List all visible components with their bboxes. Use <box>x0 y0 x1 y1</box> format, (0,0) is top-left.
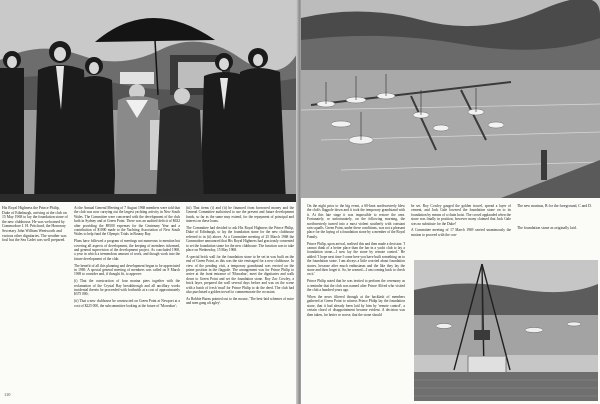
left-page <box>0 0 298 404</box>
paragraph: A Committee meeting of 17 March 1969 carried unanimously the motion to proceed with the con- <box>411 228 511 237</box>
paragraph: When the news filtered through at the backlash of members gathered at Green Point to witness Prince Philip lay the foundation stone, that it had already been laid by him by 'remote control', a certain chord of disappointment became evident. A decision was then taken, for better or worse, that the stone should <box>307 294 405 317</box>
foundation-stone-photo <box>414 260 598 401</box>
paragraph: At the Annual General Meeting of 7 August 1968 members were told that the club was now carrying out the largest yachting activity in New South Wales. The Committee were concerned with the development of the club both in Sydney and at Green Point. There was an audited deficit of $632 after providing the $9500 expenses for the Centenary Year and a contribution of $1000 made to the Yachting Association of New South Wales to help fund the Olympic Trials in Botany Bay. <box>74 206 180 237</box>
marina-caption: The new marinas, B for the foreground, C and D. <box>517 204 592 208</box>
paragraph: (i) That the construction of four marina piers together with the reclamation of the Crystal Bay breakthrough and all ancillary works incidental thereto be proceeded with forthwith at a cost of approximately $375 000; <box>74 279 180 297</box>
paragraph: A special brick wall for the foundation stone to be set in was built on the end of Green Point, as this was the site envisaged for a new clubhouse. In view of the pending visit, a temporary grandstand was erected on the prime position in the flagpole. The arrangement was for Prince Philip to arrive at the front entrance of 'Moorabar', meet the dignitaries and walk down to Green Point and set the foundation stone. Roy Zac Cowley, a brick layer, prepared the wall several days before and was on the scene with a batch of fresh 'mud' for Prince Philip to do the deed. The club had also purchased a golden trowel to commemorate the occasion. <box>186 254 294 295</box>
page-number: 110 <box>4 392 11 397</box>
paragraph: (iii) That items (i) and (ii) be financed from borrowed money and the General Committee authorised to use the present and future development funds, so far as the same may extend, for the repayment of principal and interest on these loans. <box>186 206 294 224</box>
paragraph: The Committee had decided to ask His Royal Highness the Prince Philip, Duke of Edinburgh, to lay the foundation stone for the new clubhouse referred to in (ii) above. At a Committee meeting of 25 March 1968 the Commodore announced that His Royal Highness had graciously consented to set the foundation stone for the new clubhouse. The function was to take place on Wednesday, 15 May 1968. <box>186 226 294 253</box>
paragraph: (ii) That a new clubhouse be constructed on Green Point at Newport at a cost of $225 000, the subcommittee looking at the future of 'Moorabar'; <box>74 299 180 308</box>
paragraph: Plans have followed a program of meetings not numerous to mention but covering all aspects of development, the keeping of members informed, and general supervision of the development project. As concluded 1968, a year in which a tremendous amount of work, and though work into the future development of the club. <box>74 239 180 261</box>
foundation-stone-caption: The foundation stone as originally laid. <box>517 226 577 230</box>
marina-photo <box>301 0 600 198</box>
paragraph: be set. Roy Cowley gauged the golden trowel, spread a layer of cement, and Jack Gale lowered the foundation stone on to its foundation by means of a chain hoist. The crowd applauded when the stone was finally in position, however many claimed that Jack Gale was no substitute for the Duke! <box>411 204 511 226</box>
paragraph: Prince Philip, upon arrival, realised this and then made a decision: 'I cannot think of a better place than the bar in a yacht club to lay a foundation stone—I now lay the stone by remote control.' He added: 'I hope next time I come here you have built something on to the foundation stone. I am always a little worried about foundation stones, because after much enthusiasm and the like they lay the stone and then forget it. So, be warned—I am coming back to check on it.' <box>307 241 405 277</box>
paragraph: Prince Philip noted that he was invited to perform the ceremony as a reminder that the club was named after Prince Alfred who visited the club a hundred years ago. <box>307 279 405 293</box>
royal-visit-photo <box>0 0 298 202</box>
right-column-1 <box>307 204 405 319</box>
paragraph: The benefit of all this planning and development began to be appreciated in 1969. A special general meeting of members was called on 8 March 1969 to consider and, if thought fit, to approve: <box>74 263 180 277</box>
paragraph: On the night prior to the big event, a 60-knot northwesterly blew the club's flagpole down and it took the temporary grandstand with it. At this late stage it was impossible to restore the area. Fortunately, or unfortunately, on the following morning, the northwesterly turned into a most violent southerly with constant rain squalls. Green Point, under these conditions, was not a pleasant place for the laying of a foundation stone by a member of the Royal Family. <box>307 204 405 239</box>
right-column-2 <box>411 204 511 240</box>
left-column-2 <box>74 206 180 310</box>
right-page <box>301 0 600 404</box>
photo-caption: His Royal Highness the Prince Philip, Duke of Edinburgh, arriving at the club on 15 May 1968 to lay the foundation stone of the new clubhouse. He was welcomed by Commodore J. H. Pritchard, the Honorary Secretary John William Wentworth and various other dignitaries. The weather was foul but the Sea Cadet was well prepared. <box>2 206 68 243</box>
paragraph: As Robbie Burns pointed out to the mouse, 'The best-laid schemes of mice and men gang aft agley'. <box>186 296 294 306</box>
left-column-3 <box>186 206 294 308</box>
